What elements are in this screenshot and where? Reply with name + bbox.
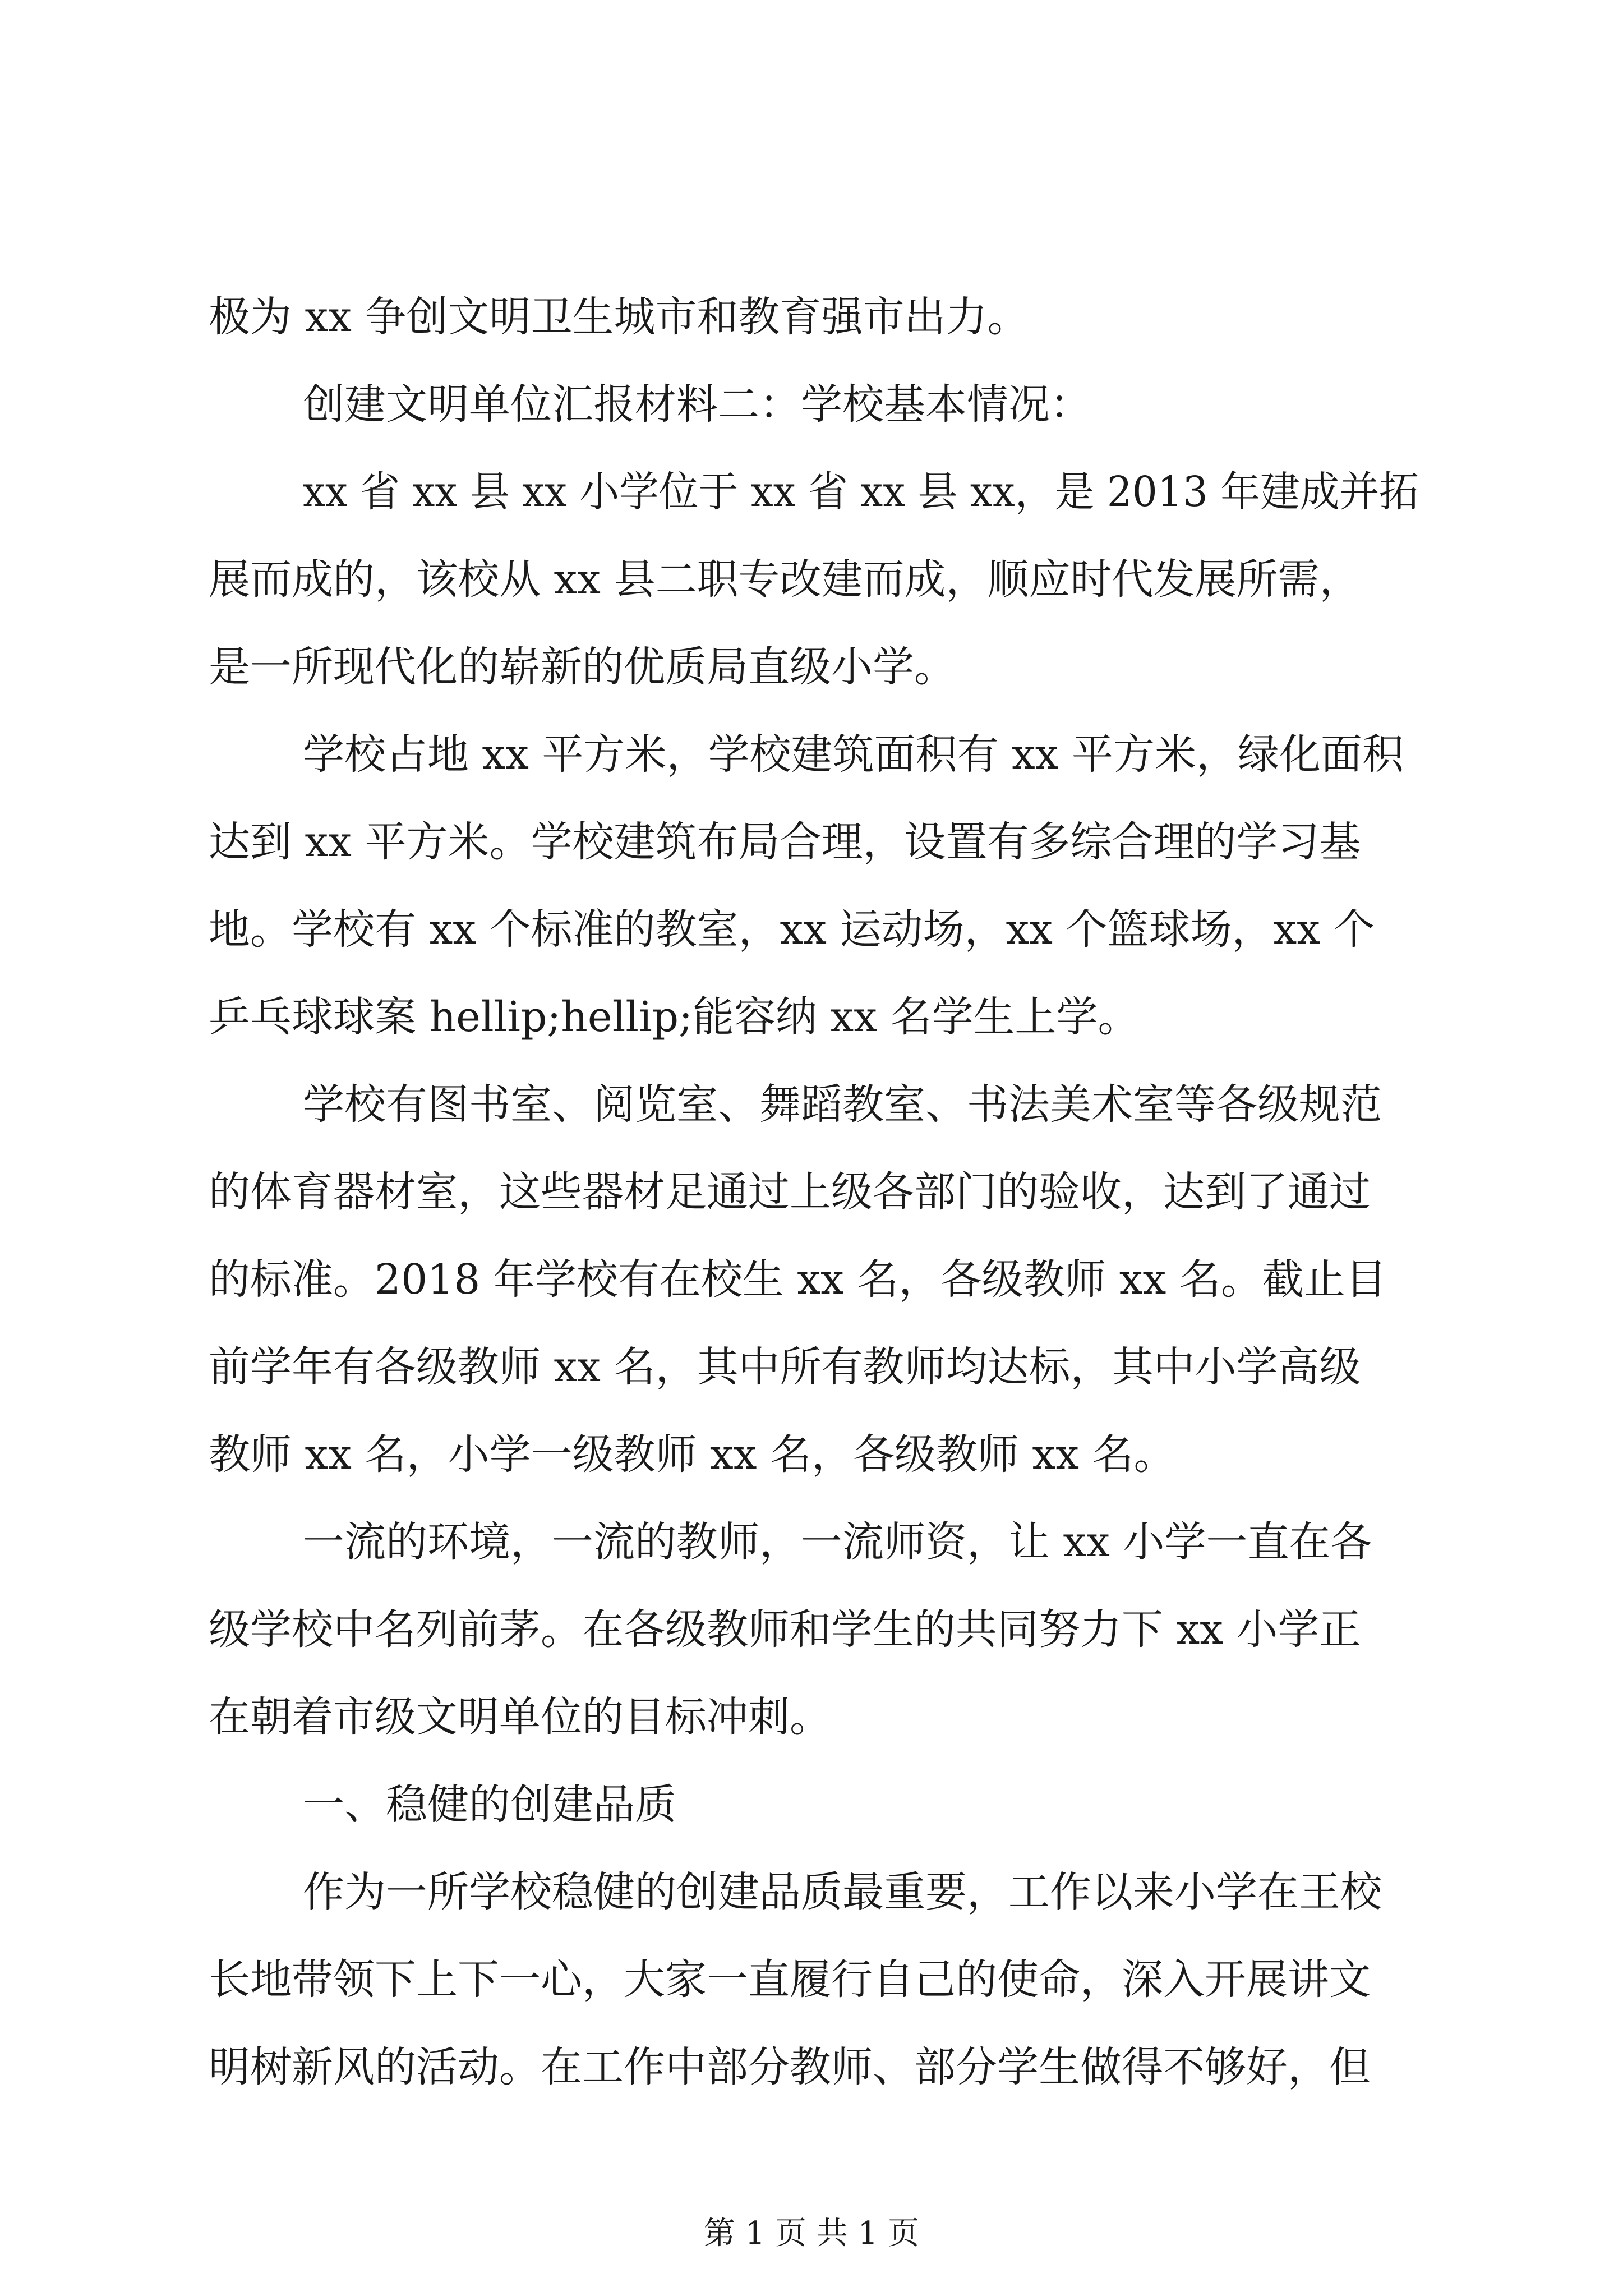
body-line: 一流的环境，一流的教师，一流师资，让 xx 小学一直在各 bbox=[303, 1518, 1372, 1566]
body-line: 学校有图书室、阅览室、舞蹈教室、书法美术室等各级规范 bbox=[303, 1080, 1382, 1129]
body-line: 创建文明单位汇报材料二：学校基本情况： bbox=[303, 380, 1091, 429]
page-footer: 第 1 页 共 1 页 bbox=[703, 2215, 920, 2252]
body-line: 达到 xx 平方米。学校建筑布局合理，设置有多综合理的学习基 bbox=[209, 818, 1361, 866]
body-line: xx 省 xx 县 xx 小学位于 xx 省 xx 县 xx，是 2013 年建成并拓 bbox=[303, 468, 1419, 516]
body-line: 的体育器材室，这些器材足通过上级各部门的验收，达到了通过 bbox=[209, 1168, 1371, 1216]
body-line: 前学年有各级教师 xx 名，其中所有教师均达标，其中小学高级 bbox=[209, 1343, 1361, 1391]
body-line: 明树新风的活动。在工作中部分教师、部分学生做得不够好，但 bbox=[209, 2043, 1371, 2091]
body-line: 展而成的，该校从 xx 县二职专改建而成，顺应时代发展所需， bbox=[209, 555, 1361, 604]
body-line: 长地带领下上下一心，大家一直履行自己的使命，深入开展讲文 bbox=[209, 1955, 1371, 2004]
body-line: 地。学校有 xx 个标准的教室，xx 运动场，xx 个篮球场，xx 个 bbox=[209, 905, 1375, 954]
body-line: 作为一所学校稳健的创建品质最重要，工作以来小学在王校 bbox=[303, 1868, 1382, 1916]
body-line: 极为 xx 争创文明卫生城市和教育强市出力。 bbox=[209, 293, 1029, 341]
body-line: 教师 xx 名，小学一级教师 xx 名，各级教师 xx 名。 bbox=[209, 1430, 1175, 1479]
body-line: 乒乓球球案 hellip;hellip;能容纳 xx 名学生上学。 bbox=[209, 993, 1140, 1041]
section-heading: 一、稳健的创建品质 bbox=[303, 1780, 676, 1829]
body-line: 级学校中名列前茅。在各级教师和学生的共同努力下 xx 小学正 bbox=[209, 1605, 1361, 1654]
body-line: 的标准。2018 年学校有在校生 xx 名，各级教师 xx 名。截止目 bbox=[209, 1255, 1387, 1304]
body-line: 学校占地 xx 平方米，学校建筑面积有 xx 平方米，绿化面积 bbox=[303, 730, 1404, 779]
body-line: 是一所现代化的崭新的优质局直级小学。 bbox=[209, 643, 956, 691]
body-line: 在朝着市级文明单位的目标冲刺。 bbox=[209, 1693, 831, 1741]
